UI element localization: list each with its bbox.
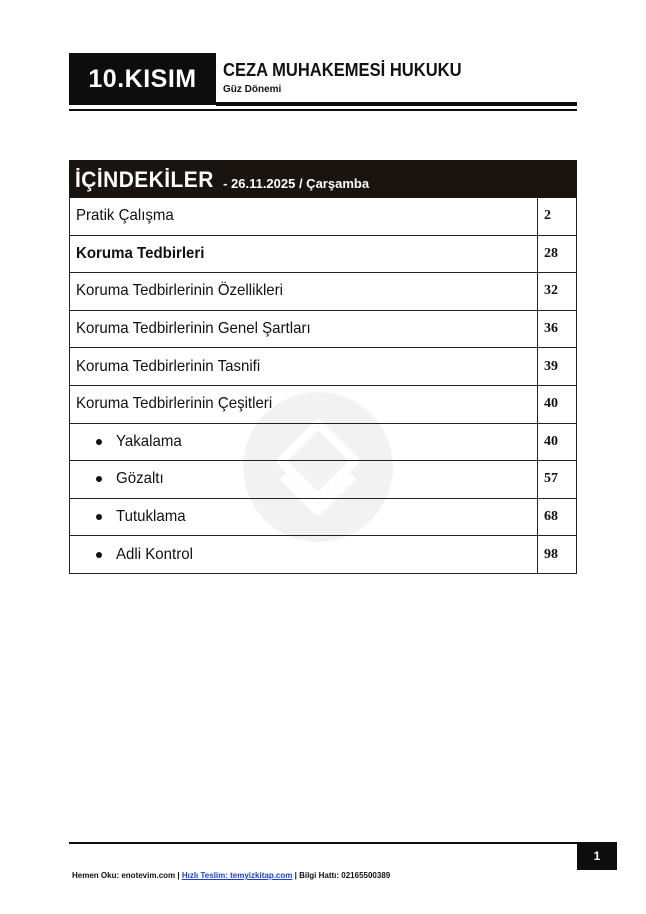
toc-row-title: Koruma Tedbirlerinin Özellikleri — [76, 282, 284, 300]
toc-row-title: Yakalama — [116, 432, 182, 450]
toc-row-title: Koruma Tedbirlerinin Çeşitleri — [76, 395, 273, 413]
footer-text — [72, 871, 390, 880]
page-number: 1 — [577, 842, 617, 870]
toc-row-page: 40 — [544, 433, 558, 449]
toc-row-page: 40 — [544, 396, 558, 412]
toc-row[interactable] — [69, 198, 577, 236]
toc-row-page: 39 — [544, 358, 558, 374]
bullet-icon — [96, 439, 102, 445]
toc-row-title: Gözaltı — [116, 470, 164, 488]
footer-separator: | — [175, 871, 182, 880]
toc-row-title: Koruma Tedbirlerinin Genel Şartları — [76, 320, 311, 338]
toc-row[interactable] — [69, 348, 577, 386]
course-title: CEZA MUHAKEMESİ HUKUKU — [223, 60, 462, 80]
table-of-contents — [69, 160, 577, 574]
toc-row-title: Pratik Çalışma — [76, 207, 174, 225]
toc-row-page: 57 — [544, 471, 558, 487]
footer-hotline: Bilgi Hattı: 02165500389 — [299, 871, 391, 880]
toc-row-page: 68 — [544, 509, 558, 525]
toc-row-title: Koruma Tedbirleri — [76, 244, 205, 262]
bullet-icon — [96, 514, 102, 520]
toc-row-page: 2 — [544, 208, 551, 224]
toc-row[interactable] — [69, 536, 577, 574]
toc-row[interactable] — [69, 311, 577, 349]
bullet-icon — [96, 476, 102, 482]
toc-row[interactable] — [69, 236, 577, 274]
toc-row-title: Tutuklama — [116, 508, 186, 526]
footer-divider — [69, 842, 577, 844]
toc-row[interactable] — [69, 273, 577, 311]
toc-row-page: 28 — [544, 245, 558, 261]
toc-header — [69, 160, 577, 198]
toc-row-page: 36 — [544, 321, 558, 337]
toc-row-page: 32 — [544, 283, 558, 299]
toc-date: - 26.11.2025 / Çarşamba — [223, 176, 370, 191]
header-divider-thick — [216, 102, 577, 106]
toc-row-title: Adli Kontrol — [116, 545, 193, 563]
toc-row-page: 98 — [544, 546, 558, 562]
term-label: Güz Dönemi — [223, 84, 282, 95]
toc-row[interactable] — [69, 499, 577, 537]
toc-row[interactable] — [69, 424, 577, 462]
toc-heading: İÇİNDEKİLER — [75, 167, 214, 192]
toc-row-title: Koruma Tedbirlerinin Tasnifi — [76, 357, 261, 375]
toc-row[interactable] — [69, 386, 577, 424]
footer-separator: | — [292, 871, 300, 880]
footer-read-label: Hemen Oku: enotevim.com — [72, 871, 176, 880]
footer-delivery-link[interactable]: Hızlı Teslim: temyizkitap.com — [181, 871, 293, 880]
part-label: 10.KISIM — [69, 53, 216, 105]
bullet-icon — [96, 552, 102, 558]
header-divider-thin — [69, 109, 577, 111]
toc-row[interactable] — [69, 461, 577, 499]
